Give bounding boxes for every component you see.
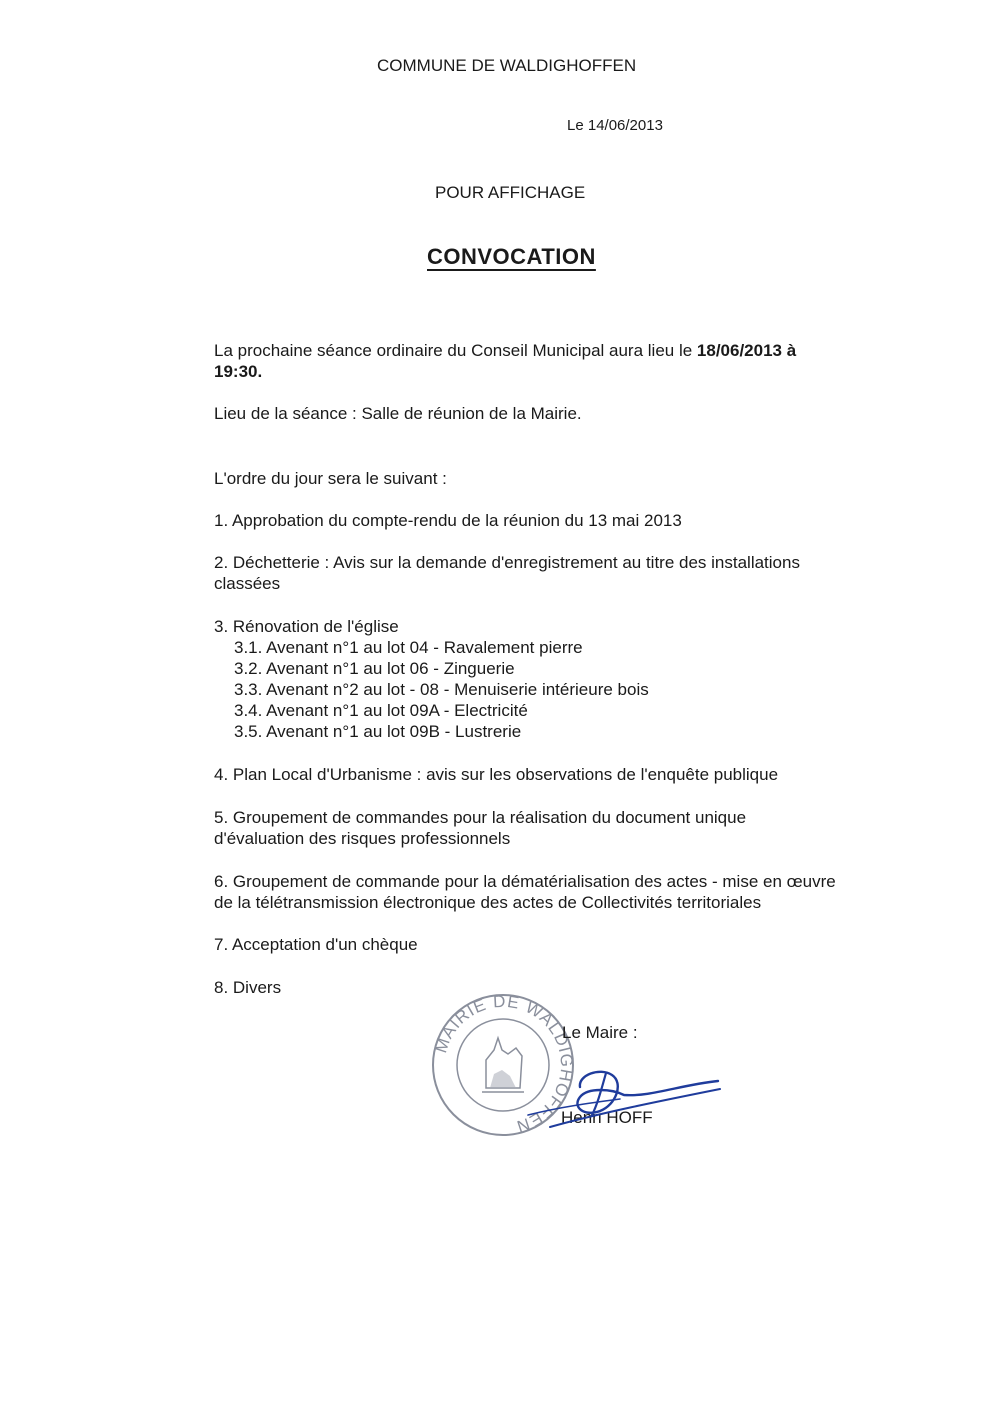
agenda-item-6-line1: 6. Groupement de commande pour la dématérialisation des actes - mise en œuvre <box>214 872 836 891</box>
agenda-item-5-line2: d'évaluation des risques professionnels <box>214 829 511 848</box>
document-title: CONVOCATION <box>427 244 596 269</box>
intro-paragraph <box>214 340 894 382</box>
mayor-signature <box>520 1045 730 1160</box>
agenda-intro: L'ordre du jour sera le suivant : <box>214 469 447 488</box>
agenda-item-8: 8. Divers <box>214 978 282 997</box>
seal-text: MAIRIE DE WALDIGHOFFEN <box>431 991 577 1137</box>
intro-text: La prochaine séance ordinaire du Conseil Municipal aura lieu le <box>214 341 697 360</box>
agenda-item-5-line1: 5. Groupement de commandes pour la réalisation du document unique <box>214 808 747 827</box>
agenda-sub-item: 3.1. Avenant n°1 au lot 04 - Ravalement pierre <box>234 638 583 657</box>
agenda-item-2-line1: 2. Déchetterie : Avis sur la demande d'enregistrement au titre des installations <box>214 553 800 572</box>
commune-name: COMMUNE DE WALDIGHOFFEN <box>377 56 637 75</box>
document-date: Le 14/06/2013 <box>567 117 663 134</box>
posting-label: POUR AFFICHAGE <box>435 183 586 202</box>
mayor-name: Henri HOFF <box>561 1108 653 1127</box>
mayor-title: Le Maire : <box>562 1023 638 1042</box>
agenda-sub-item: 3.2. Avenant n°1 au lot 06 - Zinguerie <box>234 659 515 678</box>
meeting-location: Lieu de la séance : Salle de réunion de la Mairie. <box>214 404 582 423</box>
agenda-sub-item: 3.4. Avenant n°1 au lot 09A - Electricité <box>234 701 528 720</box>
agenda-sub-item: 3.5. Avenant n°1 au lot 09B - Lustrerie <box>234 722 522 741</box>
agenda-sub-item: 3.3. Avenant n°2 au lot - 08 - Menuiserie intérieure bois <box>234 680 649 699</box>
agenda-item-1: 1. Approbation du compte-rendu de la réunion du 13 mai 2013 <box>214 511 682 530</box>
agenda-item-2-line2: classées <box>214 574 281 593</box>
agenda-item-7: 7. Acceptation d'un chèque <box>214 935 418 954</box>
meeting-date: 18/06/2013 à <box>696 341 797 360</box>
agenda-item-6-line2: de la télétransmission électronique des actes de Collectivités territoriales <box>214 893 762 912</box>
agenda-item-3: 3. Rénovation de l'église <box>214 617 399 636</box>
agenda-item-4: 4. Plan Local d'Urbanisme : avis sur les observations de l'enquête publique <box>214 765 779 784</box>
meeting-time: 19:30. <box>214 362 263 381</box>
